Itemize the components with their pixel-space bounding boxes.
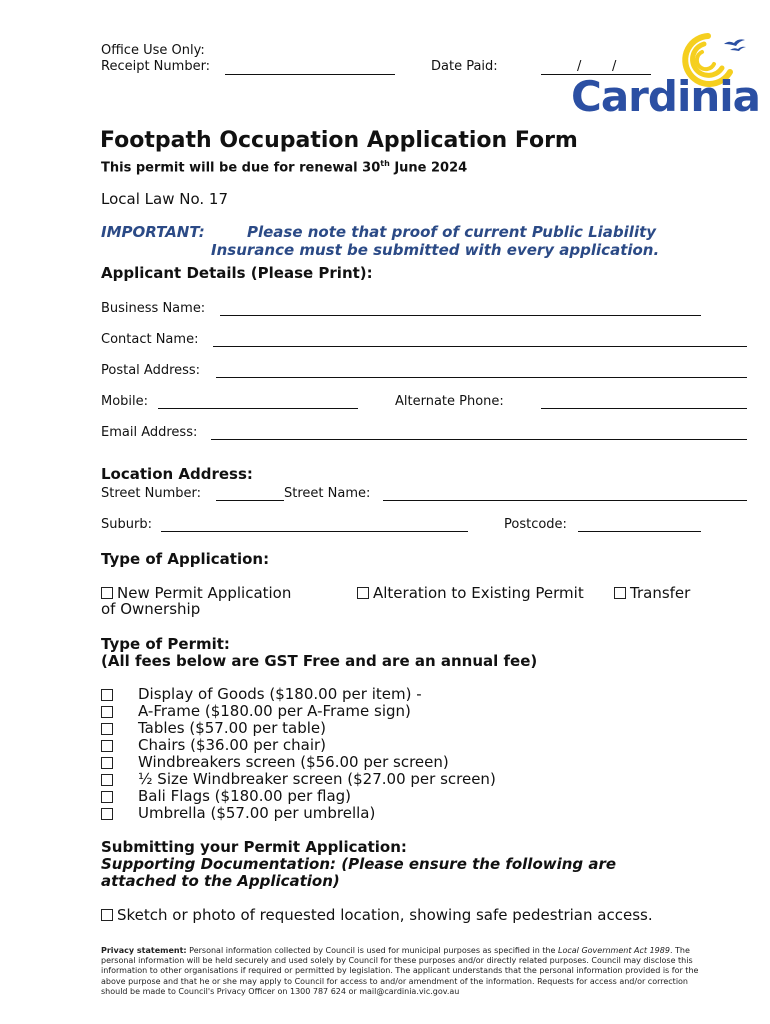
permit-checkbox[interactable] (101, 706, 113, 718)
permit-checkbox[interactable] (101, 723, 113, 735)
page-title: Footpath Occupation Application Form (100, 128, 578, 153)
renewal-notice (101, 159, 467, 175)
cardinia-logo-text: Cardinia (571, 72, 760, 121)
mobile-field[interactable] (158, 408, 358, 409)
permit-type-heading: Type of Permit: (101, 635, 230, 653)
renewal-prefix: This permit will be due for renewal 30 (101, 160, 381, 176)
permit-type-subheading: (All fees below are GST Free and are an annual fee) (101, 652, 538, 670)
new-permit-label-cont: of Ownership (101, 600, 201, 618)
permit-item-label: Chairs ($36.00 per chair) (138, 736, 327, 754)
email-field[interactable] (211, 439, 747, 440)
permit-checkbox[interactable] (101, 757, 113, 769)
receipt-number-field[interactable] (225, 74, 395, 75)
submission-heading: Submitting your Permit Application: (101, 838, 407, 856)
office-use-label: Office Use Only: (101, 43, 205, 58)
permit-checkbox[interactable] (101, 774, 113, 786)
supporting-docs-line-1: Supporting Documentation: (Please ensure the following are (101, 855, 617, 873)
applicant-heading: Applicant Details (Please Print): (101, 264, 373, 282)
permit-item-label: Tables ($57.00 per table) (138, 719, 327, 737)
suburb-label: Suburb: (101, 517, 152, 532)
transfer-checkbox[interactable] (614, 587, 626, 599)
permit-item-label: A-Frame ($180.00 per A-Frame sign) (138, 702, 411, 720)
contact-name-field[interactable] (213, 346, 747, 347)
street-name-label: Street Name: (284, 486, 371, 501)
sketch-label: Sketch or photo of requested location, showing safe pedestrian access. (117, 906, 653, 924)
mobile-label: Mobile: (101, 394, 149, 409)
permit-checkbox[interactable] (101, 808, 113, 820)
supporting-docs-line-2: attached to the Application) (101, 872, 340, 890)
contact-name-label: Contact Name: (101, 332, 199, 347)
date-separator-2: / (612, 59, 617, 74)
permit-item-label: Umbrella ($57.00 per umbrella) (138, 804, 376, 822)
permit-item-label: Bali Flags ($180.00 per flag) (138, 787, 352, 805)
option-alteration[interactable] (357, 584, 584, 602)
street-name-field[interactable] (383, 500, 747, 501)
renewal-suffix: June 2024 (389, 160, 468, 176)
privacy-act: Local Government Act 1989 (558, 946, 670, 955)
alteration-checkbox[interactable] (357, 587, 369, 599)
postal-address-field[interactable] (216, 377, 747, 378)
sketch-item[interactable] (101, 906, 653, 924)
new-permit-label: New Permit Application (117, 584, 292, 602)
postcode-label: Postcode: (504, 517, 567, 532)
renewal-sup: th (380, 159, 390, 168)
privacy-text-1: Personal information collected by Council is used for municipal purposes as specified in the (186, 946, 559, 955)
sketch-checkbox[interactable] (101, 909, 113, 921)
important-label: IMPORTANT: (101, 223, 205, 241)
alternate-phone-label: Alternate Phone: (395, 394, 504, 409)
permit-checkbox[interactable] (101, 689, 113, 701)
alteration-label: Alteration to Existing Permit (373, 584, 584, 602)
street-number-label: Street Number: (101, 486, 202, 501)
transfer-label: Transfer (630, 584, 691, 602)
privacy-label: Privacy statement: (101, 946, 187, 955)
important-line-1: Please note that proof of current Public Liability (247, 223, 657, 241)
privacy-text-2: . The personal information will be held securely and used solely by Council for these purposes and/or directly related purposes. Council may disclose this information to other organisations if required or permitted by legislation. The applicant understands that the personal information provided is for the above purpose and that he or she may apply to Council for access to and/or amendment of the information. Requests for access and/or correction should be made to Council's Privacy Officer on 1300 787 624 or mail@cardinia.vic.gov.au (101, 946, 699, 996)
important-line-2: Insurance must be submitted with every application. (211, 241, 660, 259)
privacy-statement (101, 946, 709, 997)
postcode-field[interactable] (578, 531, 701, 532)
location-heading: Location Address: (101, 465, 253, 483)
email-label: Email Address: (101, 425, 198, 440)
new-permit-checkbox[interactable] (101, 587, 113, 599)
postal-address-label: Postal Address: (101, 363, 201, 378)
receipt-number-label: Receipt Number: (101, 59, 211, 74)
permit-checkbox[interactable] (101, 791, 113, 803)
permit-item-label: Display of Goods ($180.00 per item) - (138, 685, 422, 703)
permit-item-label: Windbreakers screen ($56.00 per screen) (138, 753, 449, 771)
business-name-label: Business Name: (101, 301, 206, 316)
date-separator-1: / (577, 59, 582, 74)
alternate-phone-field[interactable] (541, 408, 747, 409)
permit-checkbox[interactable] (101, 740, 113, 752)
suburb-field[interactable] (161, 531, 468, 532)
street-number-field[interactable] (216, 500, 284, 501)
application-type-heading: Type of Application: (101, 550, 270, 568)
permit-item-label: ½ Size Windbreaker screen ($27.00 per screen) (138, 770, 496, 788)
local-law-label: Local Law No. 17 (101, 190, 228, 208)
option-transfer[interactable] (614, 584, 690, 602)
date-paid-label: Date Paid: (431, 59, 498, 74)
business-name-field[interactable] (220, 315, 701, 316)
